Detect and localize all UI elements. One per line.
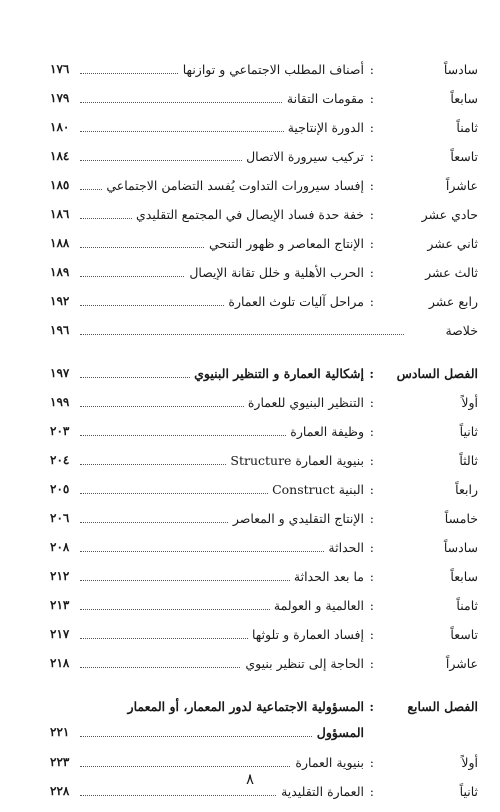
dot-leader xyxy=(80,334,404,335)
entry-ordinal: رابعاً xyxy=(455,482,478,497)
entry-page-number: ٢٠٨ xyxy=(50,540,70,554)
entry-ordinal: عاشراً xyxy=(445,656,478,671)
entry-page-number: ٢١٣ xyxy=(50,598,70,612)
entry-title: إفساد العمارة و تلوثها xyxy=(248,620,364,649)
entry-page-number: ٢٢١ xyxy=(50,725,70,739)
entry-colon: : xyxy=(369,699,374,714)
entry-colon: : xyxy=(369,207,374,222)
entry-page-number: ١٩٧ xyxy=(50,366,70,380)
entry-colon: : xyxy=(369,755,374,770)
entry-title: ما بعد الحداثة xyxy=(290,562,364,591)
entry-title: الحداثة xyxy=(324,533,364,562)
entry-page-number: ٢٠٦ xyxy=(50,511,70,525)
entry-title: الحاجة إلى تنظير بنيوي xyxy=(241,649,364,678)
toc-entry xyxy=(0,504,500,533)
entry-title: أصناف المطلب الاجتماعي و توازنها xyxy=(179,55,364,84)
entry-colon: : xyxy=(369,91,374,106)
entry-page-number: ٢١٢ xyxy=(50,569,70,583)
chapter-heading-continued xyxy=(0,718,500,748)
entry-colon: : xyxy=(369,366,374,381)
entry-colon: : xyxy=(369,178,374,193)
entry-colon: : xyxy=(369,511,374,526)
toc-entry xyxy=(0,417,500,446)
entry-ordinal: حادي عشر xyxy=(421,207,478,222)
entry-title: وظيفة العمارة xyxy=(286,417,364,446)
entry-colon: : xyxy=(369,598,374,613)
chapter-title: إشكالية العمارة و التنظير البنيوي xyxy=(190,359,364,388)
entry-page-number: ١٨٦ xyxy=(50,207,70,221)
toc-entry xyxy=(0,142,500,171)
entry-ordinal: ثامناً xyxy=(456,598,478,613)
entry-page-number: ١٧٩ xyxy=(50,91,70,105)
chapter-label: الفصل السادس xyxy=(396,366,478,381)
dot-leader xyxy=(80,551,364,552)
entry-title: بنيوية العمارة Structure xyxy=(226,446,364,475)
entry-title: بنيوية العمارة xyxy=(291,748,364,777)
entry-colon: : xyxy=(369,656,374,671)
entry-title: خفة حدة فساد الإيصال في المجتمع التقليدي xyxy=(132,200,364,229)
chapter-heading xyxy=(0,359,500,388)
entry-ordinal: ثانياً xyxy=(459,424,478,439)
toc-entry xyxy=(0,446,500,475)
toc-entry xyxy=(0,258,500,287)
entry-colon: : xyxy=(369,294,374,309)
toc-entry xyxy=(0,55,500,84)
entry-page-number: ١٨٠ xyxy=(50,120,70,134)
entry-title: مراحل آليات تلوث العمارة xyxy=(224,287,364,316)
entry-ordinal: رابع عشر xyxy=(428,294,478,309)
toc-entry-conclusion xyxy=(0,316,500,345)
entry-page-number: ٢٢٣ xyxy=(50,755,70,769)
entry-ordinal: سادساً xyxy=(443,62,478,77)
entry-colon: : xyxy=(369,540,374,555)
entry-colon: : xyxy=(369,784,374,799)
toc-entry xyxy=(0,533,500,562)
entry-ordinal: ثاني عشر xyxy=(427,236,478,251)
chapter-title-line2: المسؤول xyxy=(313,718,364,747)
entry-page-number: ١٨٤ xyxy=(50,149,70,163)
entry-ordinal: سادساً xyxy=(443,540,478,555)
entry-page-number: ١٨٥ xyxy=(50,178,70,192)
entry-page-number: ٢١٧ xyxy=(50,627,70,641)
entry-colon: : xyxy=(369,482,374,497)
toc-entry xyxy=(0,475,500,504)
toc-entry xyxy=(0,113,500,142)
entry-page-number: ٢٠٥ xyxy=(50,482,70,496)
entry-ordinal: ثالث عشر xyxy=(425,265,478,280)
entry-ordinal: أولاً xyxy=(461,395,478,410)
entry-colon: : xyxy=(369,236,374,251)
toc-entry xyxy=(0,620,500,649)
chapter-heading xyxy=(0,692,500,718)
entry-page-number: ١٨٨ xyxy=(50,236,70,250)
entry-title: الإنتاج المعاصر و ظهور التنحي xyxy=(205,229,364,258)
entry-colon: : xyxy=(369,627,374,642)
entry-colon: : xyxy=(369,424,374,439)
table-of-contents xyxy=(0,55,500,806)
entry-colon: : xyxy=(369,265,374,280)
entry-title: الحرب الأهلية و خلل تقانة الإيصال xyxy=(185,258,364,287)
entry-ordinal: ثانياً xyxy=(459,784,478,799)
toc-entry xyxy=(0,388,500,417)
entry-colon: : xyxy=(369,569,374,584)
toc-entry xyxy=(0,287,500,316)
entry-title: مقومات التقانة xyxy=(283,84,364,113)
toc-entry xyxy=(0,84,500,113)
entry-ordinal: أولاً xyxy=(461,755,478,770)
entry-page-number: ١٩٩ xyxy=(50,395,70,409)
toc-entry xyxy=(0,562,500,591)
chapter-title-line1: المسؤولية الاجتماعية لدور المعمار، أو المعمار xyxy=(124,692,364,721)
entry-colon: : xyxy=(369,149,374,164)
entry-ordinal: تاسعاً xyxy=(450,149,478,164)
entry-ordinal: سابعاً xyxy=(450,91,478,106)
entry-page-number: ٢٠٣ xyxy=(50,424,70,438)
entry-ordinal: خلاصة xyxy=(445,323,478,338)
page-number: ٨ xyxy=(245,770,255,788)
entry-page-number: ١٩٢ xyxy=(50,294,70,308)
entry-colon: : xyxy=(369,62,374,77)
entry-page-number: ٢١٨ xyxy=(50,656,70,670)
toc-entry xyxy=(0,229,500,258)
entry-title: العمارة التقليدية xyxy=(277,777,364,806)
entry-page-number: ٢٢٨ xyxy=(50,784,70,798)
entry-ordinal: سابعاً xyxy=(450,569,478,584)
entry-ordinal: عاشراً xyxy=(445,178,478,193)
entry-ordinal: ثالثاً xyxy=(459,453,478,468)
toc-entry xyxy=(0,200,500,229)
toc-entry xyxy=(0,649,500,678)
entry-page-number: ١٨٩ xyxy=(50,265,70,279)
entry-title: التنظير البنيوي للعمارة xyxy=(244,388,364,417)
entry-title: الدورة الإنتاجية xyxy=(284,113,364,142)
entry-title: العالمية و العولمة xyxy=(270,591,364,620)
entry-title: تركيب سيرورة الاتصال xyxy=(242,142,364,171)
entry-ordinal: خامساً xyxy=(444,511,478,526)
toc-entry xyxy=(0,591,500,620)
toc-entry xyxy=(0,171,500,200)
entry-title: البنية Construct xyxy=(268,475,364,504)
entry-page-number: ١٧٦ xyxy=(50,62,70,76)
entry-title: الإنتاج التقليدي و المعاصر xyxy=(229,504,364,533)
entry-ordinal: ثامناً xyxy=(456,120,478,135)
chapter-label: الفصل السابع xyxy=(407,699,478,714)
entry-colon: : xyxy=(369,395,374,410)
entry-ordinal: تاسعاً xyxy=(450,627,478,642)
entry-page-number: ١٩٦ xyxy=(50,323,70,337)
entry-title: إفساد سيرورات التداوت يُفسد التضامن الاجتماعي xyxy=(102,171,364,200)
entry-page-number: ٢٠٤ xyxy=(50,453,70,467)
entry-colon: : xyxy=(369,120,374,135)
entry-colon: : xyxy=(369,453,374,468)
